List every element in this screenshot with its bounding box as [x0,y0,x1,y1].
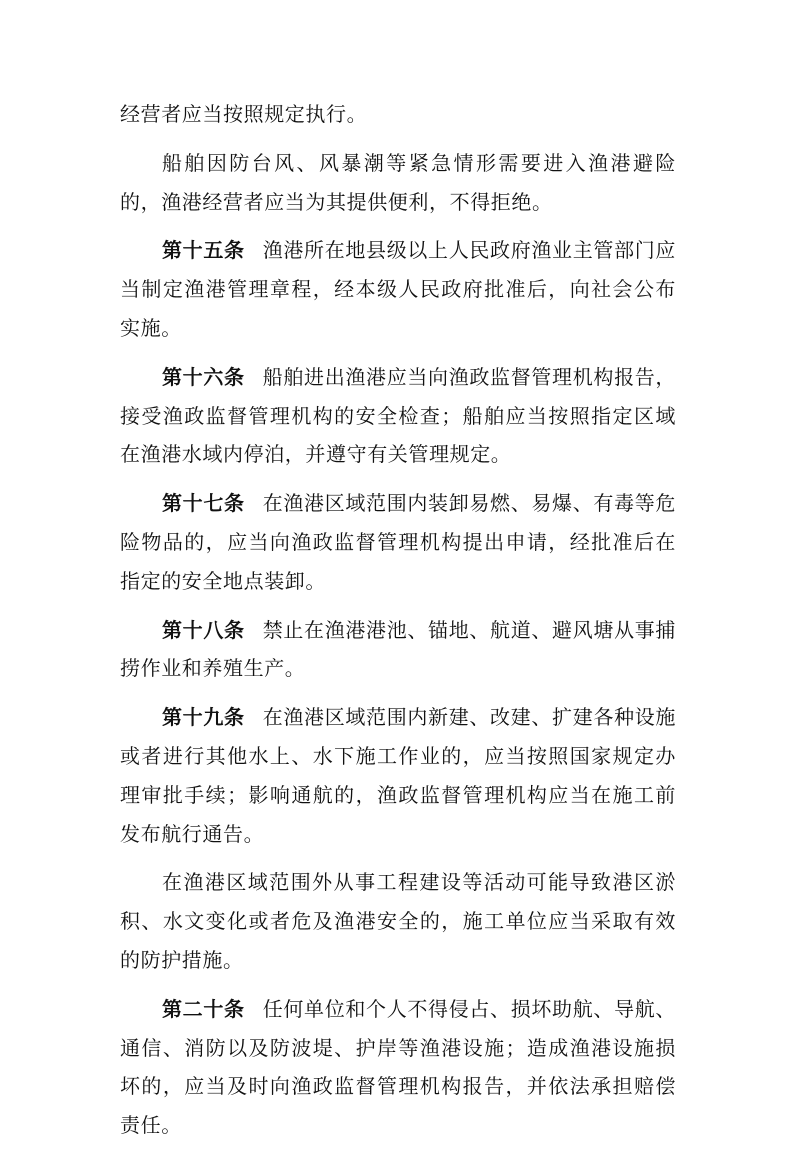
document-page [120,95,676,1155]
article-number: 第十八条 [162,617,245,642]
paragraph-continuation [120,95,676,134]
article-18 [120,611,676,689]
article-number: 第二十条 [162,996,245,1021]
article-15 [120,231,676,347]
paragraph-text: 渔港所在地县级以上人民政府渔业主管部门应当制定渔港管理章程，经本级人民政府批准后，向社会公布实施。 [120,238,677,340]
article-number: 第十七条 [162,491,245,516]
paragraph-text: 在渔港区域范围外从事工程建设等活动可能导致港区淤积、水文变化或者危及渔港安全的，施工单位应当采取有效的防护措施。 [120,870,676,972]
paragraph-text: 在渔港区域范围内装卸易燃、易爆、有毒等危险物品的，应当向渔政监督管理机构提出申请，经批准后在指定的安全地点装卸。 [120,491,677,593]
article-17 [120,484,676,600]
article-number: 第十六条 [162,364,245,389]
article-number: 第十五条 [162,238,245,263]
paragraph-text: 船舶因防台风、风暴潮等紧急情形需要进入渔港避险的，渔港经营者应当为其提供便利，不得拒绝。 [120,150,676,214]
article-number: 第十九条 [162,705,245,730]
article-19 [120,698,676,853]
paragraph-typhoon-refuge [120,144,676,222]
paragraph-text: 经营者应当按照规定执行。 [120,102,368,126]
article-16 [120,358,676,474]
paragraph-text: 禁止在渔港港池、锚地、航道、避风塘从事捕捞作业和养殖生产。 [120,617,677,681]
paragraph-construction-outside [120,863,676,979]
paragraph-text: 船舶进出渔港应当向渔政监督管理机构报告，接受渔政监督管理机构的安全检查；船舶应当按照指定区域在渔港水域内停泊，并遵守有关管理规定。 [120,364,677,467]
paragraph-text: 在渔港区域范围内新建、改建、扩建各种设施或者进行其他水上、水下施工作业的，应当按照国家规定办理审批手续；影响通航的，渔政监督管理机构应当在施工前发布航行通告。 [120,705,677,846]
paragraph-text: 任何单位和个人不得侵占、损坏助航、导航、通信、消防以及防波堤、护岸等渔港设施；造成渔港设施损坏的，应当及时向渔政监督管理机构报告，并依法承担赔偿责任。 [120,996,677,1138]
